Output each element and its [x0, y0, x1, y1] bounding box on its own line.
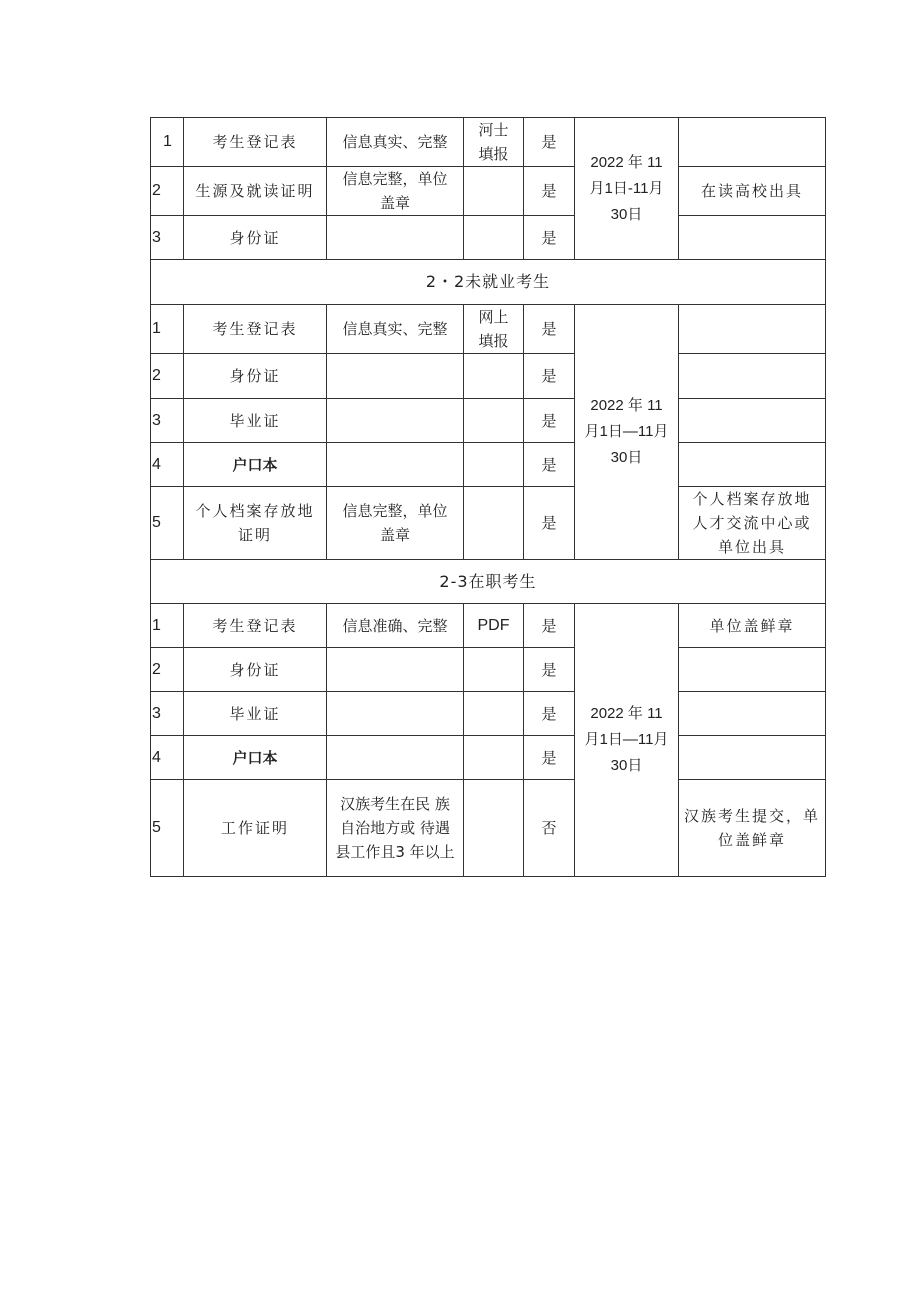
table-row: [151, 305, 826, 354]
note: [679, 216, 826, 260]
row-number: 2: [151, 648, 184, 692]
required-flag: 否: [524, 780, 575, 877]
requirement: [327, 736, 464, 780]
table-row: [151, 443, 826, 487]
required-flag: 是: [524, 305, 575, 354]
requirement: 信息真实、完整: [327, 305, 464, 354]
requirement: 信息真实、完整: [327, 118, 464, 167]
section-header-row: [151, 560, 826, 604]
submit-form: [464, 780, 524, 877]
required-flag: 是: [524, 118, 575, 167]
materials-table: [150, 117, 826, 877]
row-number: 1: [151, 604, 184, 648]
material-name: 考生登记表: [184, 118, 327, 167]
submit-form: [464, 216, 524, 260]
row-number: 5: [151, 780, 184, 877]
material-name: 身份证: [184, 354, 327, 399]
requirement: [327, 399, 464, 443]
note: 汉族考生提交，单 位盖鲜章: [679, 780, 826, 877]
material-name: 毕业证: [184, 692, 327, 736]
submit-form: [464, 443, 524, 487]
row-number: 3: [151, 692, 184, 736]
requirement: [327, 216, 464, 260]
material-name: 身份证: [184, 648, 327, 692]
submit-form: [464, 487, 524, 560]
note: [679, 443, 826, 487]
required-flag: 是: [524, 487, 575, 560]
submit-form: 网上 填报: [464, 305, 524, 354]
submit-form: [464, 399, 524, 443]
material-name: 身份证: [184, 216, 327, 260]
material-name: 户口本: [184, 736, 327, 780]
row-number: 3: [151, 216, 184, 260]
row-number: 2: [151, 167, 184, 216]
row-number: 4: [151, 736, 184, 780]
table-row: [151, 692, 826, 736]
table-row: [151, 736, 826, 780]
row-number: 1: [151, 305, 184, 354]
note: 在读高校出具: [679, 167, 826, 216]
required-flag: 是: [524, 167, 575, 216]
section-title: 2・2未就业考生: [151, 260, 826, 305]
section-title: 2-3在职考生: [151, 560, 826, 604]
table-row: [151, 780, 826, 877]
note: 个人档案存放地 人才交流中心或 单位出具: [679, 487, 826, 560]
requirement: 汉族考生在民 族 自治地方或 待遇 县工作且3 年以上: [327, 780, 464, 877]
required-flag: 是: [524, 736, 575, 780]
table-row: [151, 118, 826, 167]
requirement: [327, 648, 464, 692]
row-number: 5: [151, 487, 184, 560]
note: [679, 399, 826, 443]
submit-form: [464, 692, 524, 736]
table-row: [151, 167, 826, 216]
submission-date: 2022 年 11 月1日—11月 30日: [575, 305, 679, 560]
note: [679, 354, 826, 399]
table-row: [151, 604, 826, 648]
section-header-row: [151, 260, 826, 305]
requirement: 信息完整，单位 盖章: [327, 487, 464, 560]
submit-form: 河士 填报: [464, 118, 524, 167]
submit-form: [464, 648, 524, 692]
row-number: 2: [151, 354, 184, 399]
material-name: 工作证明: [184, 780, 327, 877]
note: 单位盖鲜章: [679, 604, 826, 648]
required-flag: 是: [524, 443, 575, 487]
material-name: 生源及就读证明: [184, 167, 327, 216]
material-name: 户口本: [184, 443, 327, 487]
submit-form: [464, 736, 524, 780]
note: [679, 692, 826, 736]
required-flag: 是: [524, 354, 575, 399]
required-flag: 是: [524, 399, 575, 443]
required-flag: 是: [524, 648, 575, 692]
table-row: [151, 399, 826, 443]
submission-date: 2022 年 11 月1日-11月 30日: [575, 118, 679, 260]
submit-form: [464, 167, 524, 216]
note: [679, 736, 826, 780]
note: [679, 118, 826, 167]
requirement: [327, 443, 464, 487]
submission-date: 2022 年 11 月1日—11月 30日: [575, 604, 679, 877]
table-row: [151, 354, 826, 399]
required-flag: 是: [524, 692, 575, 736]
row-number: 4: [151, 443, 184, 487]
note: [679, 305, 826, 354]
material-name: 毕业证: [184, 399, 327, 443]
material-name: 考生登记表: [184, 604, 327, 648]
required-flag: 是: [524, 216, 575, 260]
submit-form: PDF: [464, 604, 524, 648]
requirement: [327, 354, 464, 399]
note: [679, 648, 826, 692]
requirement: 信息完整，单位 盖章: [327, 167, 464, 216]
row-number: 3: [151, 399, 184, 443]
requirement: 信息准确、完整: [327, 604, 464, 648]
material-name: 个人档案存放地 证明: [184, 487, 327, 560]
row-number: 1: [151, 118, 184, 167]
table-row: [151, 216, 826, 260]
requirement: [327, 692, 464, 736]
required-flag: 是: [524, 604, 575, 648]
table-row: [151, 487, 826, 560]
material-name: 考生登记表: [184, 305, 327, 354]
table-row: [151, 648, 826, 692]
submit-form: [464, 354, 524, 399]
